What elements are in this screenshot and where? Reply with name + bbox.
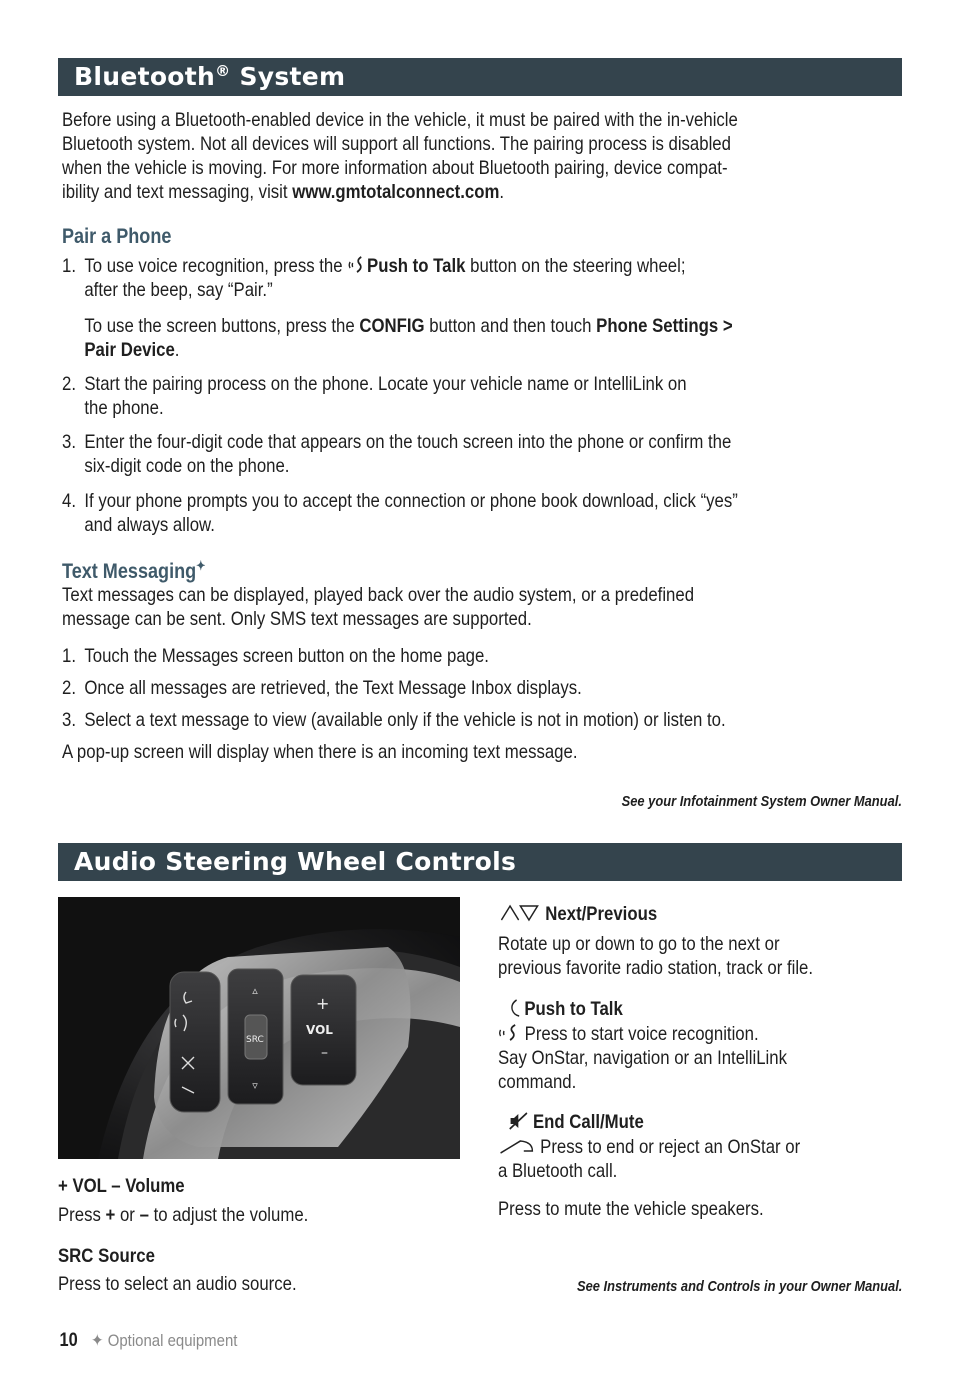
- pair-step-1: 1. To use voice recognition, press the Push to Talk button on the steering wheel; after the beep, say “Pair.” To use the screen buttons, press the CONFIG button and then touch Phone Settings > Pair Device.: [62, 255, 733, 361]
- end-call-description: Press to end or reject an OnStar or a Bluetooth call.: [498, 1136, 801, 1182]
- text-step-3: 3. Select a text message to view (available only if the vehicle is not in motion) or listen to.: [62, 709, 726, 731]
- volume-description: Press + or – to adjust the volume.: [58, 1204, 309, 1226]
- next-previous-heading: Next/Previous: [498, 902, 657, 926]
- photo-vol-label: VOL: [306, 1023, 333, 1037]
- optional-equipment-note: ✦ Optional equipment: [91, 1331, 238, 1350]
- photo-plus-label: +: [316, 994, 330, 1013]
- source-heading: SRC Source: [58, 1245, 155, 1267]
- text-step-2: 2. Once all messages are retrieved, the Text Message Inbox displays.: [62, 677, 582, 699]
- optional-star-icon: ✦: [196, 558, 206, 573]
- bluetooth-title: Bluetooth: [74, 62, 216, 91]
- voice-recognition-icon: [347, 255, 364, 275]
- text-messaging-intro: Text messages can be displayed, played back over the audio system, or a predefined message can be sent. Only SMS text messages are supported.: [62, 584, 695, 630]
- pair-phone-heading: Pair a Phone: [62, 225, 172, 248]
- instruments-manual-reference: See Instruments and Controls in your Owner Manual.: [576, 1278, 902, 1295]
- intro-line: Before using a Bluetooth-enabled device in the vehicle, it must be paired with the in-vehicle: [62, 109, 738, 131]
- bluetooth-title-rest: System: [230, 62, 346, 91]
- gm-url-link[interactable]: www.gmtotalconnect.com: [292, 181, 500, 203]
- intro-line: Bluetooth system. Not all devices will support all functions. The pairing process is disabled: [62, 133, 731, 155]
- mute-description: Press to mute the vehicle speakers.: [498, 1198, 764, 1220]
- audio-controls-banner: Audio Steering Wheel Controls: [58, 843, 902, 881]
- intro-line: when the vehicle is moving. For more information about Bluetooth pairing, device compat-: [62, 157, 728, 179]
- svg-text:▿: ▿: [252, 1079, 258, 1092]
- mute-icon: [508, 1111, 530, 1131]
- end-call-mute-heading: End Call/Mute: [508, 1110, 644, 1134]
- svg-text:▵: ▵: [252, 984, 258, 997]
- pair-step-2: 2. Start the pairing process on the phone. Locate your vehicle name or IntelliLink on the phone.: [62, 373, 687, 419]
- phone-handset-icon: [508, 998, 522, 1018]
- steering-wheel-controls-photo: [58, 897, 460, 1159]
- popup-note: A pop-up screen will display when there is an incoming text message.: [62, 741, 578, 763]
- infotainment-manual-reference: See your Infotainment System Owner Manual.: [621, 793, 902, 810]
- bluetooth-section-banner: [58, 58, 902, 96]
- photo-src-label: SRC: [246, 1035, 264, 1045]
- volume-heading: + VOL – Volume: [58, 1175, 185, 1197]
- pair-step-4: 4. If your phone prompts you to accept the connection or phone book download, click “yes” and always allow.: [62, 490, 738, 536]
- next-previous-icon: [498, 903, 543, 923]
- push-to-talk-description: Press to start voice recognition. Say OnStar, navigation or an IntelliLink command.: [498, 1023, 788, 1093]
- voice-recognition-icon: [498, 1023, 522, 1043]
- bluetooth-intro: [62, 108, 738, 204]
- next-previous-description: Rotate up or down to go to the next or previous favorite radio station, track or file.: [498, 933, 814, 979]
- registered-mark: ®: [215, 62, 231, 80]
- page-footer: [58, 1330, 258, 1352]
- push-to-talk-heading: Push to Talk: [508, 997, 623, 1021]
- page-number: 10: [59, 1330, 78, 1351]
- text-step-1: 1. Touch the Messages screen button on the home page.: [62, 645, 489, 667]
- source-description: Press to select an audio source.: [58, 1273, 297, 1295]
- text-messaging-heading: Text Messaging✦: [62, 558, 206, 583]
- optional-star-icon: ✦: [91, 1331, 104, 1350]
- intro-line: ibility and text messaging, visit www.gmtotalconnect.com.: [62, 181, 505, 203]
- pair-step-3: 3. Enter the four-digit code that appears on the touch screen into the phone or confirm the six-digit code on the phone.: [62, 431, 732, 477]
- end-call-icon: [498, 1138, 538, 1156]
- photo-minus-label: –: [321, 1045, 328, 1061]
